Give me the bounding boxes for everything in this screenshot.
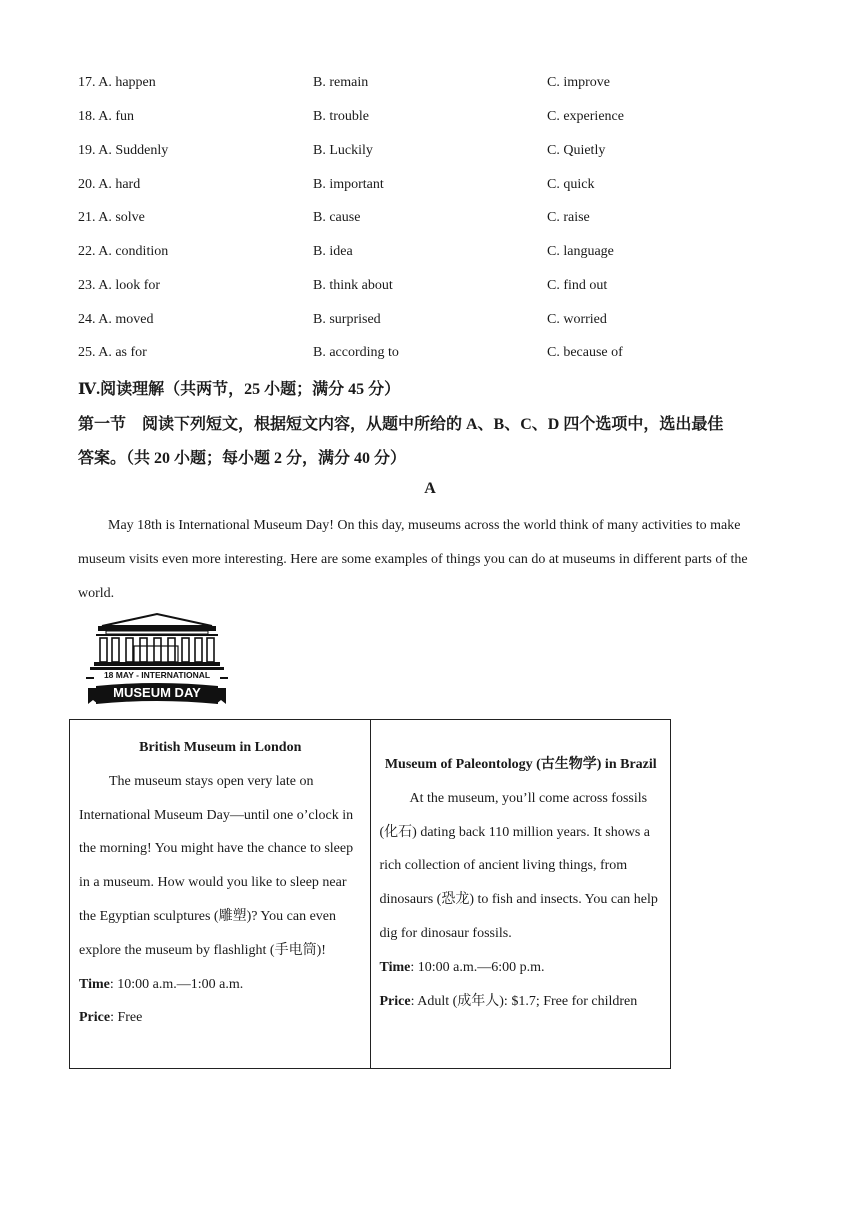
option-a: 23. A. look for (78, 278, 161, 293)
option-row-18 (0, 109, 860, 129)
option-row-19 (0, 143, 860, 163)
option-a: 21. A. solve (78, 210, 145, 225)
option-row-21 (0, 210, 860, 230)
museum-description: The museum stays open very late on International Museum Day—until one o’clock in the morning! You might have the chance to sleep in a museum. How would you like to sleep near the Egyptian sculptures (雕塑)? You can even explore the museum by flashlight (手电筒)! (79, 773, 354, 958)
option-c: C. Quietly (547, 143, 606, 158)
option-row-20 (0, 177, 860, 197)
option-a: 17. A. happen (78, 75, 156, 90)
section-heading: Ⅳ.阅读理解（共两节，25 小题；满分 45 分） (78, 381, 401, 398)
option-row-23 (0, 278, 860, 298)
option-a: 25. A. as for (78, 345, 147, 360)
museum-time (79, 968, 362, 1002)
museum-price (380, 985, 663, 1019)
price-label: Price (379, 993, 411, 1009)
option-a: 22. A. condition (78, 244, 169, 259)
part-instructions-line1: 第一节 阅读下列短文，根据短文内容，从题中所给的 A、B、C、D 四个选项中，选出最佳 (78, 416, 724, 433)
passage-label: A (424, 480, 436, 497)
logo-line2: MUSEUM DAY (113, 685, 201, 700)
option-c: C. raise (547, 210, 590, 225)
museum-description: At the museum, you’ll come across fossils (化石) dating back 110 million years. It shows a rich collection of ancient living things, from dinosaurs (恐龙) to fish and insects. You can help dig for dinosaur fossils. (379, 790, 658, 941)
option-c: C. improve (547, 75, 610, 90)
option-a: 20. A. hard (78, 177, 141, 192)
option-b: B. important (313, 177, 384, 192)
part-instructions-line2: 答案。（共 20 小题；每小题 2 分，满分 40 分） (78, 450, 407, 467)
passage-intro: May 18th is International Museum Day! On this day, museums across the world think of many activities to make museum visits even more interesting. Here are some examples of things you can do at museums in different parts of the world. (78, 518, 748, 601)
museum-card-brazil (370, 720, 671, 1069)
option-row-24 (0, 312, 860, 332)
option-row-22 (0, 244, 860, 264)
option-c: C. quick (547, 177, 595, 192)
time-value: : 10:00 a.m.—1:00 a.m. (109, 976, 244, 992)
option-b: B. Luckily (313, 143, 373, 158)
option-row-17 (0, 75, 860, 95)
option-a: 19. A. Suddenly (78, 143, 169, 158)
option-a: 18. A. fun (78, 109, 134, 124)
option-row-25 (0, 345, 860, 365)
option-b: B. surprised (313, 312, 381, 327)
logo-line1: 18 MAY - INTERNATIONAL (103, 670, 211, 680)
time-label: Time (379, 959, 411, 975)
option-b: B. according to (313, 345, 399, 360)
option-b: B. think about (313, 278, 393, 293)
option-b: B. cause (313, 210, 361, 225)
museum-title: British Museum in London (139, 740, 302, 755)
museum-day-logo (84, 612, 230, 710)
museum-card-british (70, 720, 371, 1069)
option-c: C. because of (547, 345, 623, 360)
option-a: 24. A. moved (78, 312, 154, 327)
price-label: Price (79, 1010, 111, 1026)
option-c: C. experience (547, 109, 624, 124)
museum-price (79, 1001, 362, 1035)
museum-info-table (69, 719, 671, 1069)
price-value: : Free (110, 1010, 143, 1026)
museum-time (380, 951, 663, 985)
option-b: B. idea (313, 244, 353, 259)
option-c: C. language (547, 244, 614, 259)
time-label: Time (79, 976, 110, 992)
option-c: C. find out (547, 278, 608, 293)
time-value: : 10:00 a.m.—6:00 p.m. (410, 959, 545, 975)
option-b: B. remain (313, 75, 369, 90)
option-b: B. trouble (313, 109, 369, 124)
option-c: C. worried (547, 312, 607, 327)
museum-title: Museum of Paleontology (古生物学) in Brazil (384, 757, 657, 772)
price-value: : Adult (成年人): $1.7; Free for children (410, 993, 638, 1009)
